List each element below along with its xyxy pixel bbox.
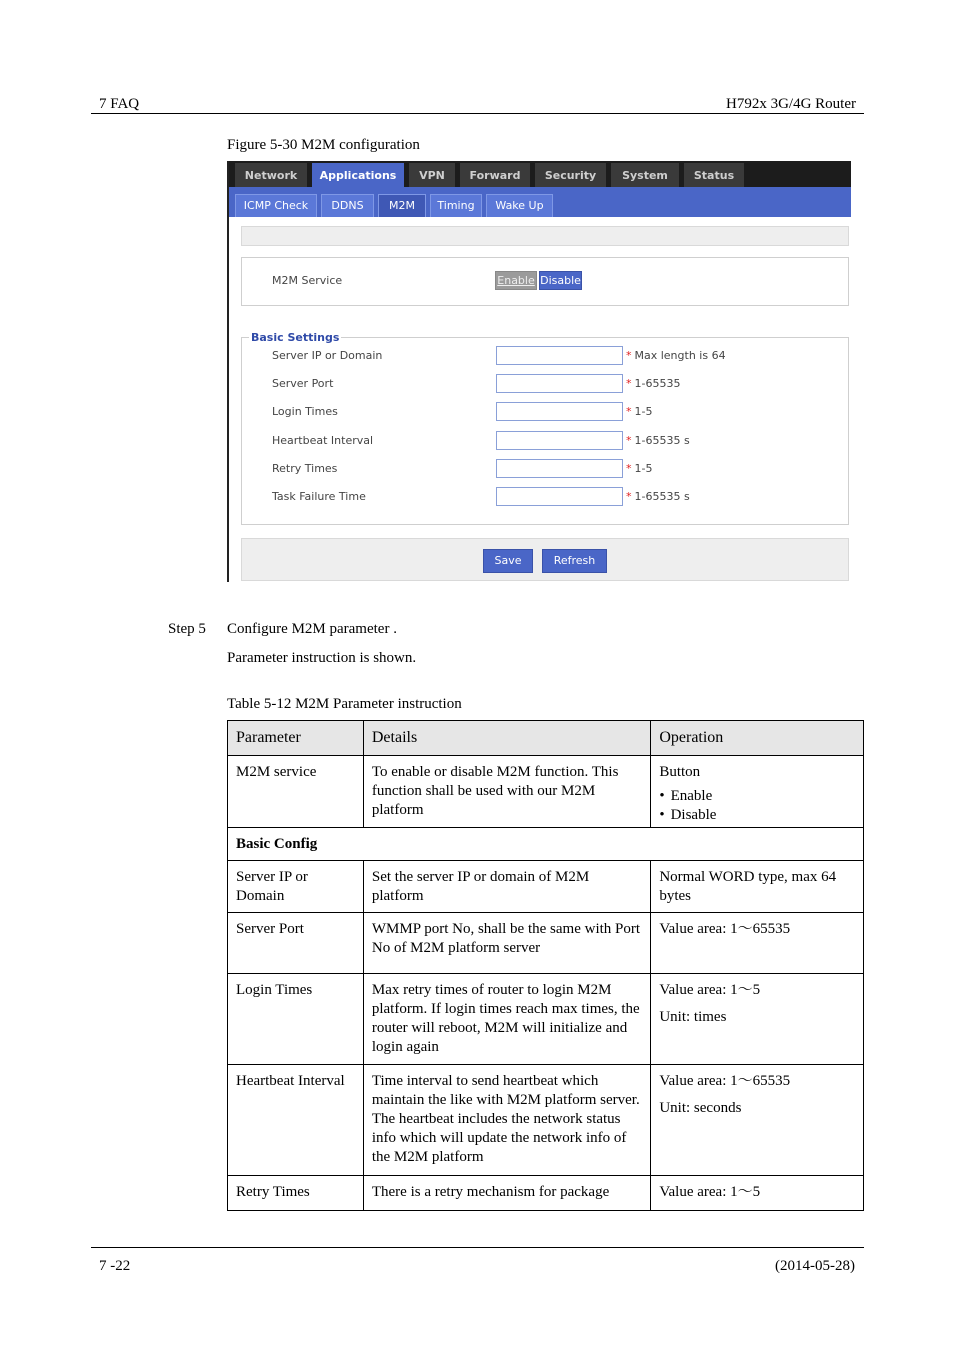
table-row <box>228 1176 864 1211</box>
disable-button[interactable]: Disable <box>539 271 582 290</box>
field-label-server-ip: Server IP or Domain <box>272 349 383 362</box>
router-screenshot <box>227 161 851 582</box>
required-mark: * <box>626 349 632 362</box>
status-band <box>241 226 849 246</box>
top-nav <box>229 161 851 187</box>
tab-security[interactable]: Security <box>535 163 606 187</box>
hint-text: 1-5 <box>634 462 653 475</box>
op-line: Normal WORD type, max 64 bytes <box>659 869 837 904</box>
footer-date: (2014-05-28) <box>775 1258 855 1274</box>
col-header-details: Details <box>363 721 650 756</box>
hint-text: Max length is 64 <box>634 349 726 362</box>
field-label-task-failure-time: Task Failure Time <box>272 490 366 503</box>
header-rule <box>91 113 864 114</box>
table-row <box>228 913 864 974</box>
server-port-input[interactable] <box>496 374 623 393</box>
op-line: Value area: 1～65535 <box>659 1073 791 1089</box>
cell-details: Max retry times of router to login M2M platform. If login times reach max times, the router will reboot, M2M will initialize and login again <box>363 974 650 1065</box>
footer-rule <box>91 1247 864 1248</box>
cell-operation <box>651 913 864 974</box>
cell-details: Time interval to send heartbeat which maintain the like with M2M platform server. The heartbeat includes the network status info which will update the network info of the M2M platform <box>363 1065 650 1176</box>
section-basic-config: Basic Config <box>228 828 864 861</box>
cell-operation <box>651 861 864 913</box>
subtab-icmp-check[interactable]: ICMP Check <box>235 194 317 217</box>
m2m-service-label: M2M Service <box>272 274 343 287</box>
task-failure-time-input[interactable] <box>496 487 623 506</box>
required-mark: * <box>626 377 632 390</box>
tab-applications[interactable]: Applications <box>312 163 404 187</box>
field-label-heartbeat-interval: Heartbeat Interval <box>272 434 374 447</box>
hint-heartbeat-interval <box>626 434 690 447</box>
op-line: Value area: 1～5 <box>659 1184 761 1200</box>
tab-forward[interactable]: Forward <box>460 163 530 187</box>
cell-details: There is a retry mechanism for package <box>363 1176 650 1211</box>
cell-param: M2M service <box>228 756 364 828</box>
table-row <box>228 756 864 828</box>
hint-text: 1-65535 s <box>634 490 690 503</box>
cell-details: WMMP port No, shall be the same with Port No of M2M platform server <box>363 913 650 974</box>
table-caption: Table 5-12 M2M Parameter instruction <box>227 696 462 712</box>
required-mark: * <box>626 434 632 447</box>
cell-param: Retry Times <box>228 1176 364 1211</box>
field-label-login-times: Login Times <box>272 405 338 418</box>
tab-network[interactable]: Network <box>235 163 307 187</box>
retry-times-input[interactable] <box>496 459 623 478</box>
heartbeat-interval-input[interactable] <box>496 431 623 450</box>
col-header-parameter: Parameter <box>228 721 364 756</box>
table-section-row <box>228 828 864 861</box>
op-line: Value area: 1～5 <box>659 982 761 998</box>
parameter-table <box>227 720 864 1211</box>
server-ip-input[interactable] <box>496 346 623 365</box>
login-times-input[interactable] <box>496 402 623 421</box>
op-line: Unit: seconds <box>659 1100 742 1116</box>
step-subtext: Parameter instruction is shown. <box>227 650 417 666</box>
cell-param: Server IP or Domain <box>228 861 364 913</box>
cell-param: Heartbeat Interval <box>228 1065 364 1176</box>
cell-operation <box>651 1065 864 1176</box>
hint-task-failure-time <box>626 490 690 503</box>
step-label: Step 5 <box>168 621 206 637</box>
op-item-disable: • Disable <box>659 806 855 825</box>
tab-status[interactable]: Status <box>684 163 744 187</box>
hint-text: 1-65535 s <box>634 434 690 447</box>
col-header-operation: Operation <box>651 721 864 756</box>
refresh-button[interactable]: Refresh <box>542 549 607 573</box>
table-header-row <box>228 721 864 756</box>
op-title: Button <box>659 764 701 780</box>
hint-server-port <box>626 377 680 390</box>
subtab-timing[interactable]: Timing <box>430 194 482 217</box>
hint-server-ip <box>626 349 726 362</box>
op-line: Unit: times <box>659 1009 727 1025</box>
save-button[interactable]: Save <box>483 549 533 573</box>
subtab-wake-up[interactable]: Wake Up <box>486 194 553 217</box>
header-chapter: 7 FAQ <box>99 96 140 112</box>
cell-param: Login Times <box>228 974 364 1065</box>
cell-operation <box>651 756 864 828</box>
tab-vpn[interactable]: VPN <box>409 163 455 187</box>
op-item-enable: • Enable <box>659 787 855 806</box>
hint-retry-times <box>626 462 652 475</box>
hint-text: 1-65535 <box>634 377 681 390</box>
field-label-server-port: Server Port <box>272 377 334 390</box>
cell-operation <box>651 974 864 1065</box>
table-row <box>228 974 864 1065</box>
required-mark: * <box>626 405 632 418</box>
field-label-retry-times: Retry Times <box>272 462 338 475</box>
table-row <box>228 1065 864 1176</box>
sub-nav <box>229 187 851 217</box>
tab-system[interactable]: System <box>611 163 679 187</box>
hint-login-times <box>626 405 652 418</box>
figure-caption: Figure 5-30 M2M configuration <box>227 137 420 153</box>
subtab-m2m[interactable]: M2M <box>378 194 426 217</box>
basic-settings-title: Basic Settings <box>251 331 340 344</box>
hint-text: 1-5 <box>634 405 653 418</box>
cell-param: Server Port <box>228 913 364 974</box>
header-product: H792x 3G/4G Router <box>726 96 856 112</box>
cell-operation <box>651 1176 864 1211</box>
op-line: Value area: 1～65535 <box>659 921 791 937</box>
step-text: Configure M2M parameter . <box>227 621 397 637</box>
required-mark: * <box>626 490 632 503</box>
footer-page-number: 7 -22 <box>99 1258 131 1274</box>
subtab-ddns[interactable]: DDNS <box>321 194 374 217</box>
cell-details: Set the server IP or domain of M2M platform <box>363 861 650 913</box>
required-mark: * <box>626 462 632 475</box>
enable-button[interactable]: Enable <box>495 271 537 290</box>
table-row <box>228 861 864 913</box>
cell-details: To enable or disable M2M function. This function shall be used with our M2M platform <box>363 756 650 828</box>
